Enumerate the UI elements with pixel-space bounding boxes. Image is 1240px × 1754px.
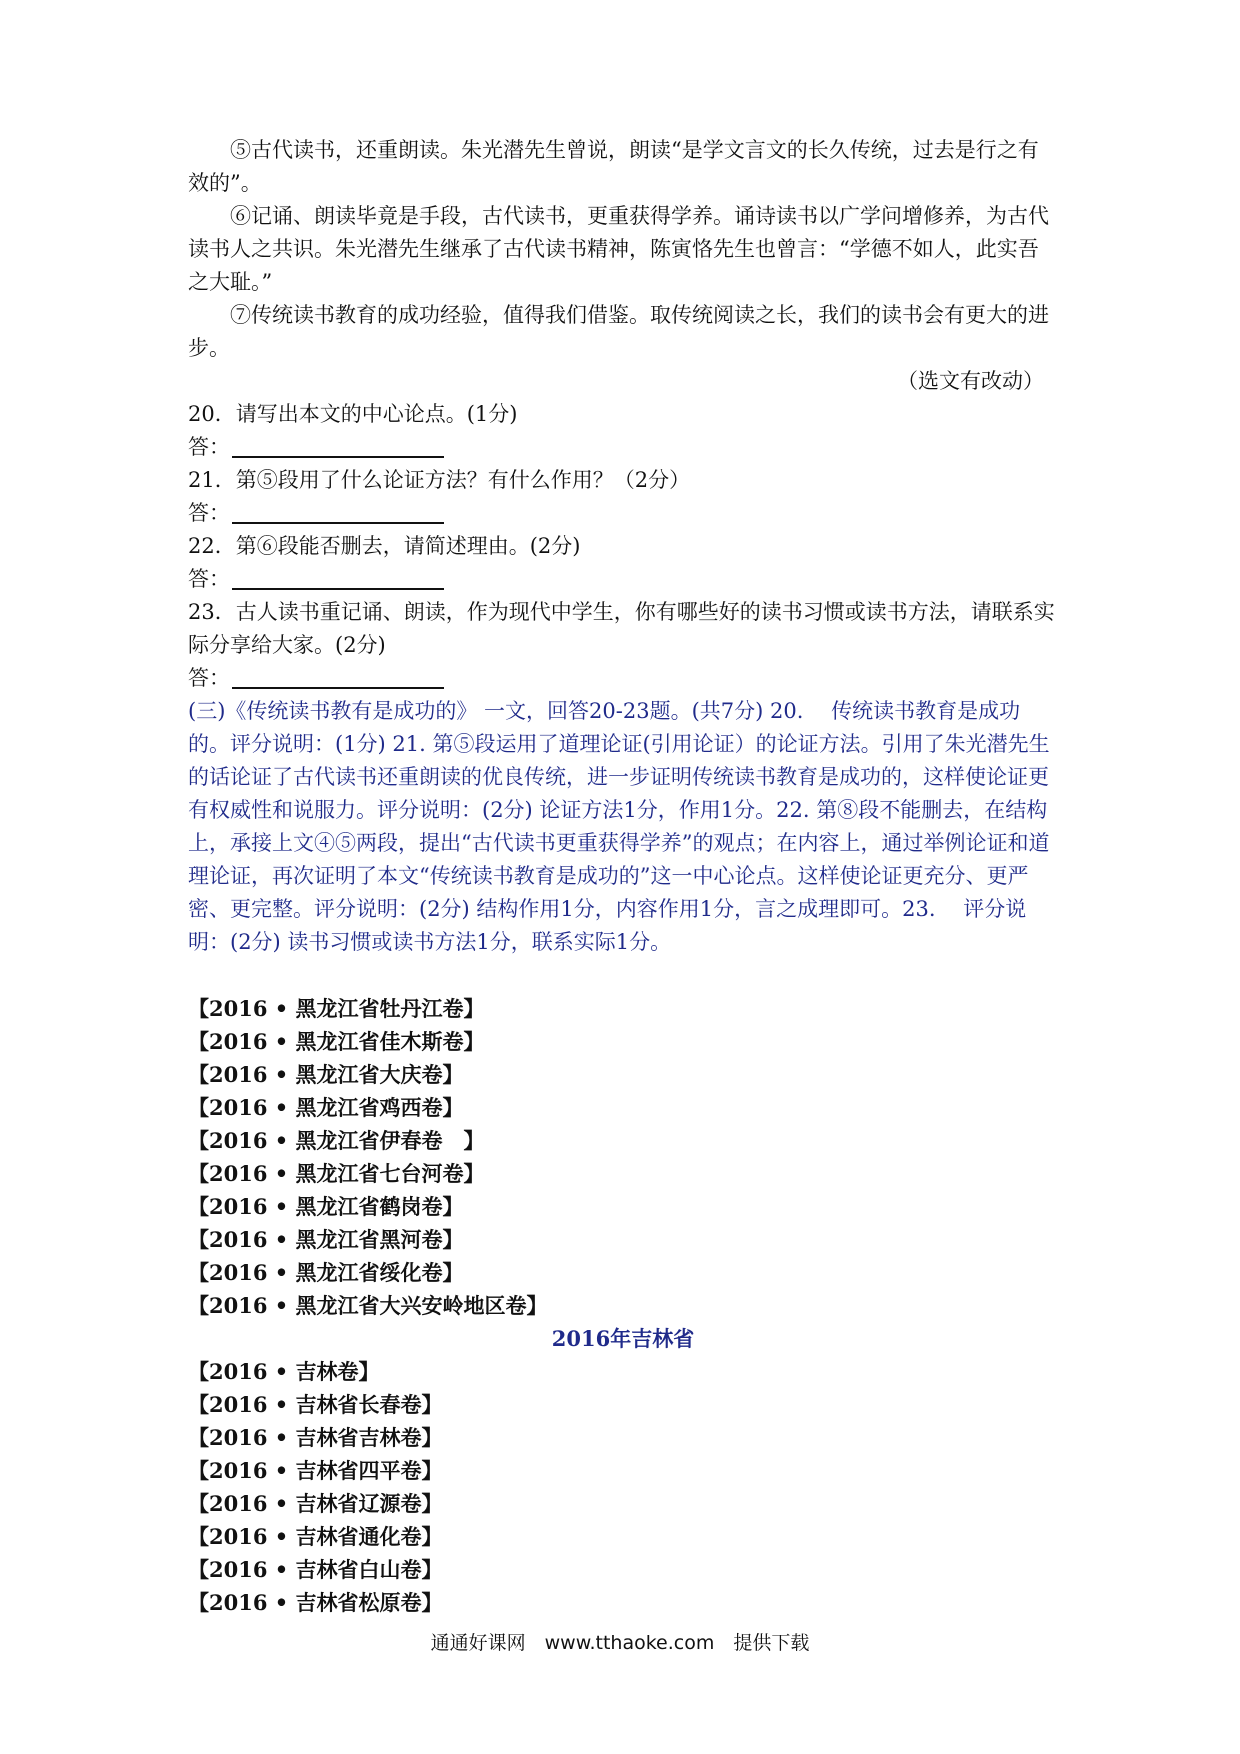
- answer-label-21: 答：: [188, 501, 230, 525]
- list-item: 【2016 • 吉林省四平卷】: [188, 1458, 443, 1483]
- paragraph-6: ⑥记诵、朗读毕竟是手段，古代读书，更重获得学养。诵诗读书以广学问增修养，为古代读书人之共识。朱光潜先生继承了古代读书精神，陈寅恪先生也曾言：“学德不如人，此实吾之大耻。”: [188, 204, 1049, 294]
- answer-blank-21: [232, 522, 444, 524]
- list-item: 【2016 • 吉林省白山卷】: [188, 1557, 443, 1582]
- question-20: 20．请写出本文的中心论点。(1分): [188, 402, 518, 426]
- list-item: 【2016 • 吉林卷】: [188, 1359, 380, 1384]
- answer-label-20: 答：: [188, 435, 230, 459]
- list-item: 【2016 • 吉林省吉林卷】: [188, 1425, 443, 1450]
- list-item: 【2016 • 吉林省通化卷】: [188, 1524, 443, 1549]
- list-item: 【2016 • 黑龙江省鸡西卷】: [188, 1095, 464, 1120]
- list-item: 【2016 • 黑龙江省伊春卷 】: [188, 1128, 485, 1153]
- answer-label-22: 答：: [188, 567, 230, 591]
- answer-blank-20: [232, 456, 444, 458]
- excerpt-note: （选文有改动）: [897, 369, 1044, 393]
- answer-label-23: 答：: [188, 666, 230, 690]
- list-item: 【2016 • 黑龙江省黑河卷】: [188, 1227, 464, 1252]
- question-23: 23．古人读书重记诵、朗读，作为现代中学生，你有哪些好的读书习惯或读书方法，请联系实际分享给大家。(2分): [188, 600, 1055, 657]
- question-21: 21．第⑤段用了什么论证方法？有什么作用？（2分）: [188, 468, 691, 492]
- list-item: 【2016 • 吉林省松原卷】: [188, 1590, 443, 1615]
- list-item: 【2016 • 吉林省长春卷】: [188, 1392, 443, 1417]
- answer-blank-22: [232, 588, 444, 590]
- answer-key: (三)《传统读书教有是成功的》 一文，回答20-23题。(共7分) 20. 传统读书教育是成功的。评分说明：(1分) 21. 第⑤段运用了道理论证(引用论证）的论证方法。引用了朱光潜先生的话论证了古代读书还重朗读的优良传统，进一步证明传统读书教育是成功的，这样使论证更有权威性和说服力。评分说明：(2分) 论证方法1分，作用1分。22. 第⑧段不能删去，在结构上，承接上文④⑤两段，提出“古代读书更重获得学养”的观点；在内容上，通过举例论证和道理论证，再次证明了本文“传统读书教育是成功的”这一中心论点。这样使论证更充分、更严密、更完整。评分说明：(2分) 结构作用1分，内容作用1分，言之成理即可。23. 评分说明：(2分) 读书习惯或读书方法1分，联系实际1分。: [188, 699, 1050, 954]
- list-item: 【2016 • 黑龙江省牡丹江卷】: [188, 996, 485, 1021]
- paragraph-7: ⑦传统读书教育的成功经验，值得我们借鉴。取传统阅读之长，我们的读书会有更大的进步。: [188, 303, 1049, 360]
- page-footer: 通通好课网 www.tthaoke.com 提供下载: [430, 1632, 810, 1654]
- jilin-heading: 2016年吉林省: [551, 1326, 695, 1351]
- list-item: 【2016 • 黑龙江省七台河卷】: [188, 1161, 485, 1186]
- list-item: 【2016 • 黑龙江省大兴安岭地区卷】: [188, 1293, 548, 1318]
- paragraph-5: ⑤古代读书，还重朗读。朱光潜先生曾说，朗读“是学文言文的长久传统，过去是行之有效的”。: [188, 138, 1039, 195]
- list-item: 【2016 • 吉林省辽源卷】: [188, 1491, 443, 1516]
- list-item: 【2016 • 黑龙江省鹤岗卷】: [188, 1194, 464, 1219]
- list-item: 【2016 • 黑龙江省绥化卷】: [188, 1260, 464, 1285]
- question-22: 22．第⑥段能否删去，请简述理由。(2分): [188, 534, 581, 558]
- answer-blank-23: [232, 687, 444, 689]
- list-item: 【2016 • 黑龙江省大庆卷】: [188, 1062, 464, 1087]
- list-item: 【2016 • 黑龙江省佳木斯卷】: [188, 1029, 485, 1054]
